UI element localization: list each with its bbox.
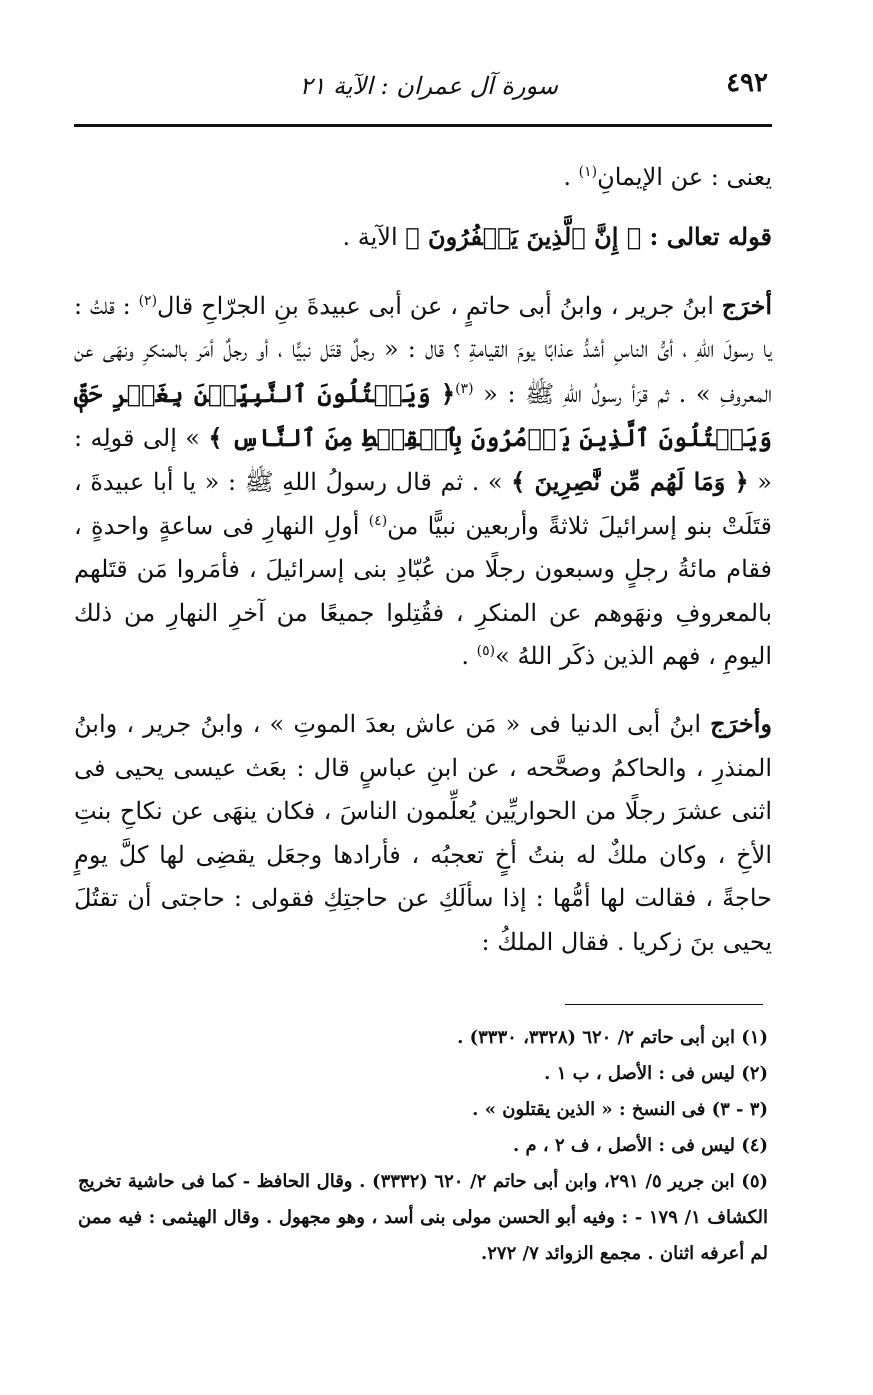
footnote-marker-1: (١): [578, 164, 598, 180]
paragraph-4: [74, 702, 772, 963]
quran-verse: ﴿ إِنَّ ٱلَّذِينَ يَكۡفُرُونَ ﴾: [405, 222, 642, 252]
p2-lead: قوله تعالى :: [641, 222, 772, 252]
p3-lead: أخرَج: [721, 290, 773, 320]
quran-verse-3: ﴿ وَمَا لَهُم مِّن نَّٰصِرِينَ ﴾: [511, 467, 749, 497]
page-header: [78, 68, 768, 108]
p3-text-3: » إلى قولِه : «: [74, 424, 772, 497]
p1-end: .: [563, 163, 579, 191]
p3-text-4: » . ثم قال رسولُ اللهِ ﷺ : « يا أبا عبيدةَ ، قتَلَتْ بنو إسرائيلَ ثلاثةً وأربعين نبيًّا من: [74, 468, 772, 540]
main-text: [74, 156, 772, 964]
footnote-marker-2: (٢): [138, 292, 158, 309]
page-number: ٤٩٢: [726, 68, 768, 98]
paragraph-2: [74, 215, 772, 259]
p3-text-2: : قلتُ : يا رسولَ اللهِ ، أىُّ الناسِ أشدُّ عذابًا يومَ القيامةِ ؟ قال : « رجلٌ قتَل نبيًّا ، أو رجلٌ أمَر بالمنكرِ ونهَى عن المعروفِ » . ثم قرَأ رسولُ اللهِ ﷺ : «: [74, 291, 772, 408]
footnote-1: (١) ابن أبى حاتم ٢/ ٦٢٠ (٣٣٢٨، ٣٣٣٠) .: [457, 1027, 768, 1048]
p3-end: .: [461, 642, 477, 671]
footnote-4: (٤) ليس فى : الأصل ، ف ٢ ، م .: [512, 1135, 768, 1156]
footnotes: [78, 1020, 768, 1272]
quran-verse-2: ﴿ وَيَقۡتُلُونَ ٱلنَّبِيِّـۧنَ بِغَيۡرِ حَقّٖ وَيَقۡتُلُونَ ٱلَّذِينَ يَأۡمُرُونَ بِٱلۡقِسۡطِ مِنَ ٱلنَّاسِ ﴾: [74, 378, 772, 453]
p2-end: الآية .: [342, 223, 406, 252]
footnote-separator: [565, 1004, 763, 1005]
footnote-marker-4: (٤): [368, 512, 388, 529]
paragraph-1: [74, 156, 772, 199]
p1-text: يعنى : عن الإيمانِ: [597, 163, 772, 191]
footnote-2: (٢) ليس فى : الأصل ، ب ١ .: [544, 1063, 768, 1084]
header-rule: [74, 124, 772, 127]
running-title: سورة آل عمران : الآية ٢١: [299, 72, 558, 100]
p4-text: ابنُ أبى الدنيا فى « مَن عاش بعدَ الموتِ » ، وابنُ جرير ، وابنُ المنذرِ ، والحاكمُ وصحَّحه ، عن ابنِ عباسٍ قال : بعَث عيسى يحيى فى اثنى عشرَ رجلًا من الحواريِّين يُعلِّمون الناسَ ، فكان ينهَى عن نكاحِ بنتِ الأخِ ، وكان ملكٌ له بنتُ أخٍ تعجبُه ، فأرادها وجعَل يقضِى لها كلَّ يومٍ حاجةً ، فقالت لها أمُّها : إذا سألَكِ عن حاجتِكِ فقولى : حاجتى أن تقتُلَ يحيى بنَ زكريا . فقال الملكُ :: [74, 710, 772, 956]
footnote-5: (٥) ابن جرير ٥/ ٢٩١، وابن أبى حاتم ٢/ ٦٢٠ (٣٣٣٢) . وقال الحافظ - كما فى حاشية تخريج الكشاف ١/ ١٧٩ - : وفيه أبو الحسن مولى بنى أسد ، وهو مجهول . وقال الهيثمى : فيه ممن لم أعرفه اثنان . مجمع الزوائد ٧/ ٢٧٢.: [78, 1171, 769, 1264]
footnote-marker-3: (٣): [455, 380, 474, 397]
footnote-marker-5: (٥): [476, 643, 496, 660]
paragraph-3: [74, 284, 772, 679]
p4-lead: وأخرَج: [710, 709, 772, 739]
footnote-3: (٣ - ٣) فى النسخ : « الذين يقتلون » .: [472, 1099, 768, 1120]
p3-text-5: أولِ النهارِ فى ساعةٍ واحدةٍ ، فقام مائةُ رجلٍ وسبعون رجلًا من عُبّادِ بنى إسرائيلَ ، فأمَروا مَن قتَلهم بالمعروفِ ونهَوهم عن المنكرِ ، فقُتِلوا جميعًا من آخرِ النهارِ من ذلك اليومِ ، فهم الذين ذكَر اللهُ »: [74, 511, 772, 671]
p3-text-1: ابنُ جرير ، وابنُ أبى حاتمٍ ، عن أبى عبيدةَ بنِ الجرّاحِ قال: [157, 291, 722, 320]
